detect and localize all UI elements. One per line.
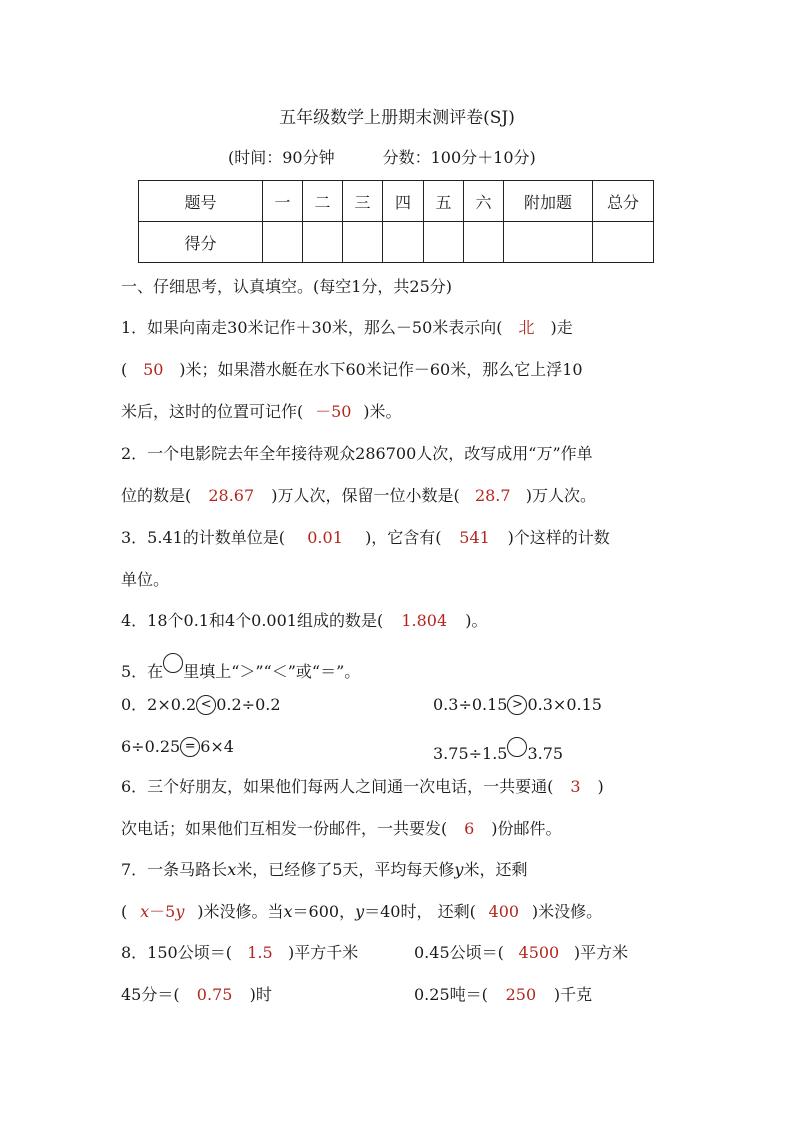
header-cell: 附加题 (504, 181, 593, 222)
q7-text: ＝40时， 还剩( (364, 902, 476, 921)
q5-row2-left (121, 737, 234, 757)
q2-text: 位的数是( (121, 486, 192, 505)
q7-text: ＝600， (292, 902, 356, 921)
score-row-label: 得分 (139, 222, 263, 263)
q3-text: )个这样的计数 (507, 528, 610, 547)
q1-answer-2: 50 (143, 360, 164, 379)
compare-circle: = (180, 737, 200, 757)
header-cell: 四 (383, 181, 424, 222)
q1-text: 1．如果向南走30米记作＋30米，那么－50米表示向( (121, 318, 503, 337)
q6-answer-1: 3 (570, 777, 581, 796)
q8-text: 0.25吨＝( (414, 985, 488, 1004)
q4-text: 4．18个0.1和4个0.001组成的数是( (121, 611, 384, 630)
q7-answer-1 (127, 902, 197, 922)
q8-text: )时 (249, 985, 272, 1004)
q1-answer-1: 北 (518, 318, 535, 337)
q6-line2 (121, 819, 562, 839)
q2-text: )万人次，保留一位小数是( (271, 486, 460, 505)
compare-circle: > (507, 695, 527, 715)
header-cell: 总分 (593, 181, 654, 222)
q5-row1-right (433, 695, 602, 715)
q8-text: 45分＝( (121, 985, 180, 1004)
q4-line (121, 611, 487, 631)
var-x: x (227, 860, 237, 879)
q8-answer-3: 0.75 (196, 985, 233, 1004)
q1-line2 (121, 360, 583, 380)
q5-row1-left (121, 695, 281, 715)
compare-circle: < (196, 695, 216, 715)
q5-text: 里填上“＞”“＜”或“＝”。 (183, 662, 361, 681)
q3-answer-2: 541 (459, 528, 490, 547)
var-y: y (175, 902, 185, 921)
exam-title: 五年级数学上册期末测评卷(SJ) (279, 108, 515, 128)
q8-text: )平方千米 (287, 943, 359, 962)
q7-line2 (121, 902, 602, 922)
section-heading: 一、仔细思考，认真填空。(每空1分，共25分) (121, 277, 453, 296)
q1-answer-3: －50 (315, 402, 352, 421)
q5-expr: 0.2÷0.2 (216, 695, 281, 714)
q6-text: )份邮件。 (491, 819, 562, 838)
q5-text: 5．在 (121, 662, 164, 681)
time-info: (时间：90分钟 (228, 148, 335, 167)
q8-text: 8．150公顷＝( (121, 943, 232, 962)
var-y: y (454, 860, 464, 879)
q7-text: 7．一条马路长 (121, 860, 228, 879)
q1-text: 米后，这时的位置可记作( (121, 402, 304, 421)
q1-line3 (121, 402, 402, 422)
q2-line2 (121, 486, 596, 506)
q3-text: 3．5.41的计数单位是( (121, 528, 286, 547)
q8-text: 0.45公顷＝( (414, 943, 504, 962)
q8-line1-right (414, 943, 628, 963)
q8-answer-1: 1.5 (247, 943, 273, 962)
score-cell[interactable] (343, 222, 383, 263)
score-cell[interactable] (504, 222, 593, 263)
q5-expr: 0.3÷0.15 (433, 695, 508, 714)
q2-line1: 2．一个电影院去年全年接待观众286700人次，改写成用“万”作单 (121, 444, 593, 463)
q8-line2-left (121, 985, 272, 1005)
header-cell: 一 (263, 181, 303, 222)
header-cell: 三 (343, 181, 383, 222)
q7-line1 (121, 860, 527, 880)
q5-expr: 3.75÷1.5 (433, 744, 508, 763)
q3-line1 (121, 528, 610, 548)
q4-answer: 1.804 (401, 611, 448, 630)
q3-answer-1: 0.01 (307, 528, 343, 547)
header-cell: 六 (464, 181, 504, 222)
q1-text: ( (121, 360, 128, 379)
q7-text: 米，已经修了5天，平均每天修 (236, 860, 455, 879)
score-info: 分数：100分＋10分) (382, 148, 536, 167)
q7-text: )米没修。 (531, 902, 603, 921)
q6-text: 次电话；如果他们互相发一份邮件，一共要发( (121, 819, 448, 838)
q8-line1-left (121, 943, 358, 963)
q5-expr: 0．2×0.2 (121, 695, 197, 714)
q3-line2: 单位。 (121, 570, 170, 589)
q7-text: 米，还剩 (463, 860, 528, 879)
q7-text: ( (121, 902, 128, 921)
q5-line (121, 653, 360, 682)
q5-row2-right (433, 737, 563, 764)
q2-answer-1: 28.67 (208, 486, 255, 505)
q6-text: ) (597, 777, 604, 796)
q2-text: )万人次。 (525, 486, 596, 505)
q8-text: )千克 (553, 985, 593, 1004)
var-x: x (140, 902, 150, 921)
q8-answer-4: 250 (505, 985, 537, 1004)
q5-expr: 0.3×0.15 (527, 695, 602, 714)
exam-subtitle (228, 148, 536, 168)
q6-answer-2: 6 (464, 819, 475, 838)
q7-answer-2: 400 (488, 902, 520, 921)
q6-text: 6．三个好朋友，如果他们每两人之间通一次电话，一共要通( (121, 777, 554, 796)
score-cell[interactable] (464, 222, 504, 263)
compare-circle (507, 737, 527, 757)
q6-line1 (121, 777, 604, 797)
q1-text: )米。 (363, 402, 402, 421)
q5-expr: 6×4 (200, 737, 234, 756)
score-cell[interactable] (593, 222, 654, 263)
q7-text: )米没修。当 (197, 902, 284, 921)
q1-text: )走 (550, 318, 573, 337)
q1-line1 (121, 318, 573, 338)
score-cell[interactable] (263, 222, 303, 263)
score-cell[interactable] (383, 222, 424, 263)
var-y: y (355, 902, 365, 921)
q8-text: )平方米 (573, 943, 629, 962)
header-cell: 五 (424, 181, 464, 222)
q4-text: )。 (465, 611, 488, 630)
q7-answer-expr: －5 (149, 902, 176, 921)
q2-answer-2: 28.7 (474, 486, 511, 505)
var-x: x (283, 902, 293, 921)
q8-answer-2: 4500 (518, 943, 560, 962)
score-table-score-row (139, 222, 654, 263)
score-table-header-row (139, 181, 654, 222)
header-cell: 二 (303, 181, 343, 222)
q3-text: )，它含有( (365, 528, 442, 547)
q5-expr: 6÷0.25 (121, 737, 181, 756)
score-table (138, 180, 654, 263)
score-cell[interactable] (303, 222, 343, 263)
q1-text: )米；如果潜水艇在水下60米记作－60米，那么它上浮10 (179, 360, 583, 379)
blank-circle-icon (163, 653, 183, 673)
score-cell[interactable] (424, 222, 464, 263)
header-cell: 题号 (139, 181, 263, 222)
q8-line2-right (414, 985, 592, 1005)
q5-expr: 3.75 (527, 744, 564, 763)
